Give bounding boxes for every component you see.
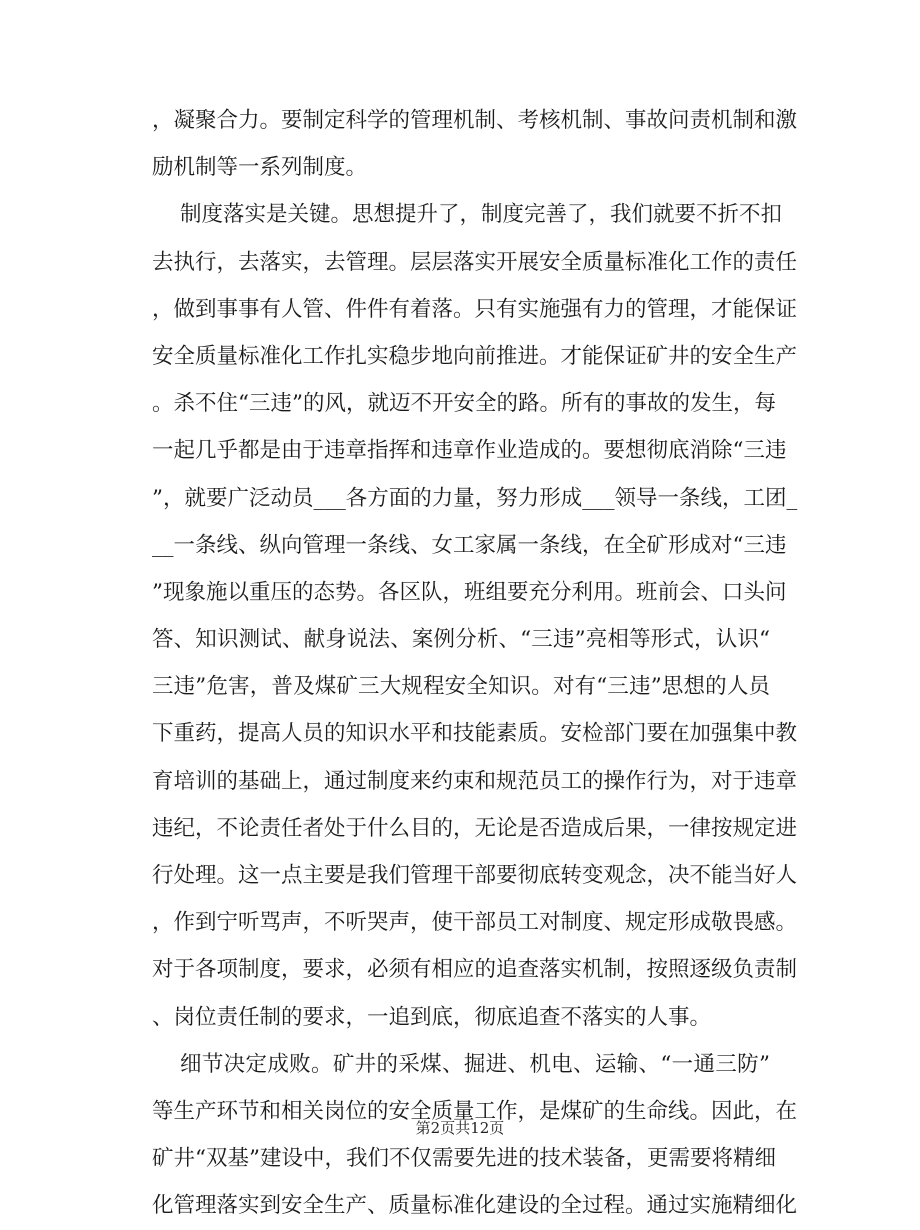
text-line: __一条线、纵向管理一条线、女工家属一条线，在全矿形成对“三违: [152, 532, 787, 558]
text-line: 答、知识测试、献身说法、案例分析、“三违”亮相等形式，认识“: [152, 627, 770, 653]
text-line: 安全质量标准化工作扎实稳步地向前推进。才能保证矿井的安全生产: [152, 343, 798, 369]
text-line: 育培训的基础上，通过制度来约束和规范员工的操作行为，对于违章: [152, 768, 798, 794]
text-line: ”现象施以重压的态势。各区队，班组要充分利用。班前会、口头问: [152, 579, 787, 605]
text-line: 化管理落实到安全生产、质量标准化建设的全过程。通过实施精细化: [152, 1193, 798, 1219]
text-line: ，做到事事有人管、件件有着落。只有实施强有力的管理，才能保证: [152, 296, 798, 322]
text-line: 等生产环节和相关岗位的安全质量工作，是煤矿的生命线。因此，在: [152, 1098, 798, 1124]
text-line: 。杀不住“三违”的风，就迈不开安全的路。所有的事故的发生，每: [152, 391, 776, 417]
text-line: 矿井“双基”建设中，我们不仅需要先进的技术装备，更需要将精细: [152, 1146, 776, 1172]
body-text: [152, 97, 798, 1230]
text-line: ，作到宁听骂声，不听哭声，使干部员工对制度、规定形成敬畏感。: [152, 910, 798, 936]
paragraph-start-line: 制度落实是关键。思想提升了，制度完善了，我们就要不折不扣: [180, 202, 783, 228]
page-number-footer: 第2页共12页: [415, 1119, 505, 1137]
text-line: 一起几乎都是由于违章指挥和违章作业造成的。要想彻底消除“三违: [152, 438, 787, 464]
text-line: 三违”危害，普及煤矿三大规程安全知识。对有“三违”思想的人员: [152, 674, 770, 700]
text-line: 下重药，提高人员的知识水平和技能素质。安检部门要在加强集中教: [152, 721, 798, 747]
text-line: ”，就要广泛动员___各方面的力量，努力形成___领导一条线，工团_: [152, 485, 798, 511]
text-line: 励机制等一系列制度。: [152, 155, 368, 181]
text-line: 去执行，去落实，去管理。层层落实开展安全质量标准化工作的责任: [152, 249, 798, 275]
text-line: 、岗位责任制的要求，一追到底，彻底追查不落实的人事。: [152, 1004, 712, 1030]
text-line: ，凝聚合力。要制定科学的管理机制、考核机制、事故问责机制和激: [152, 108, 798, 133]
paragraph-start-line: 细节决定成败。矿井的采煤、掘进、机电、运输、“一通三防”: [180, 1051, 770, 1077]
text-line: 对于各项制度，要求，必须有相应的追查落实机制，按照逐级负责制: [152, 957, 798, 983]
text-line: 违纪，不论责任者处于什么目的，无论是否造成后果，一律按规定进: [152, 815, 798, 841]
text-line: 行处理。这一点主要是我们管理干部要彻底转变观念，决不能当好人: [152, 863, 798, 888]
